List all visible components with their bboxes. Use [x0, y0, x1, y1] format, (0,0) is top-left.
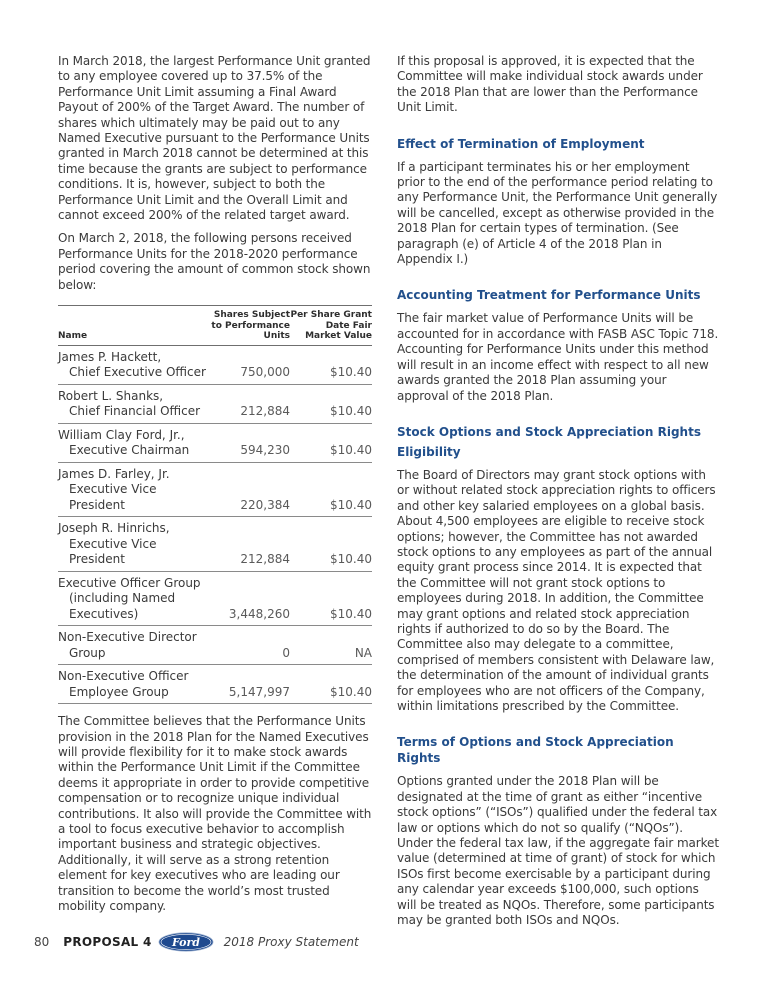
row-shares: 3,448,260	[208, 571, 290, 626]
table-row	[58, 462, 372, 517]
header-name: Name	[58, 306, 208, 346]
table-row	[58, 384, 372, 423]
page-number: 80	[34, 935, 50, 949]
table-row	[58, 345, 372, 384]
row-value: $10.40	[290, 462, 372, 517]
row-name: James P. Hackett, Chief Executive Officer	[58, 345, 208, 384]
performance-units-table	[58, 305, 372, 704]
row-name: Robert L. Shanks, Chief Financial Officer	[58, 384, 208, 423]
committee-rationale-paragraph: The Committee believes that the Performance Units provision in the 2018 Plan for the Named Executives will provide flexibility for it to make stock awards within the Performance Unit Limit if the Committee deems it appropriate in order to provide competitive compensation or to recognize unique individual contributions. It also will provide the Committee with a tool to focus executive behavior to accomplish important business and strategic objectives. Additionally, it will serve as a strong retention element for key executives who are leading our transition to become the world’s most trusted mobility company.	[58, 714, 372, 913]
approval-paragraph: If this proposal is approved, it is expected that the Committee will make individual stock awards under the 2018 Plan that are lower than the Performance Unit Limit.	[397, 54, 703, 115]
row-name: Non-Executive Officer Employee Group	[58, 665, 208, 704]
table-row	[58, 571, 372, 626]
page-footer	[34, 932, 359, 952]
heading-terms-of-options: Terms of Options and Stock Appreciation Rights	[397, 735, 674, 766]
header-shares: Shares Subject to Performance Units	[208, 306, 290, 346]
row-value: NA	[290, 626, 372, 665]
row-name: Joseph R. Hinrichs, Executive Vice President	[58, 517, 208, 572]
accounting-paragraph: The fair market value of Performance Units will be accounted for in accordance with FASB ASC Topic 718. Accounting for Performance Units under this method will result in an income effect with respect to all new awards granted the 2018 Plan assuming your approval of the 2018 Plan.	[397, 311, 719, 403]
row-name: James D. Farley, Jr. Executive Vice President	[58, 462, 208, 517]
eligibility-paragraph: The Board of Directors may grant stock options with or without related stock appreciation rights to officers and other key salaried employees on a global basis. About 4,500 employees are eligible to receive stock options; however, the Committee has not awarded stock options to any employees as part of the annual equity grant process since 2014. It is expected that the Committee will not grant stock options to employees during 2018. In addition, the Committee may grant options and related stock appreciation rights if authorized to do so by the Board. The Committee also may delegate to a committee, comprised of members consistent with Delaware law, the determination of the amount of individual grants for employees who are not officers of the Company, within limitations prescribed by the Committee.	[397, 467, 716, 713]
row-value: $10.40	[290, 571, 372, 626]
ford-logo-icon	[158, 932, 214, 952]
section-label: PROPOSAL 4	[63, 935, 152, 949]
table-row	[58, 423, 372, 462]
table-row	[58, 665, 372, 704]
row-shares: 212,884	[208, 517, 290, 572]
row-shares: 5,147,997	[208, 665, 290, 704]
heading-termination: Effect of Termination of Employment	[397, 136, 645, 151]
row-value: $10.40	[290, 517, 372, 572]
row-name: William Clay Ford, Jr., Executive Chairman	[58, 423, 208, 462]
table-row	[58, 626, 372, 665]
row-shares: 212,884	[208, 384, 290, 423]
heading-stock-options: Stock Options and Stock Appreciation Rights	[397, 424, 701, 439]
terms-paragraph: Options granted under the 2018 Plan will be designated at the time of grant as either “incentive stock options” (“ISOs”) qualified under the federal tax law or options which do not so qualify (“NQOs”). Under the federal tax law, if the aggregate fair market value (determined at time of grant) of stock for which ISOs first become exercisable by a participant during any calendar year exceeds $100,000, such options will be treated as NQOs. Therefore, some participants may be granted both ISOs and NQOs.	[397, 774, 719, 928]
row-name: Executive Officer Group (including Named Executives)	[58, 571, 208, 626]
row-shares: 0	[208, 626, 290, 665]
row-shares: 594,230	[208, 423, 290, 462]
termination-paragraph: If a participant terminates his or her employment prior to the end of the performance period relating to any Performance Unit, the Performance Unit generally will be cancelled, except as otherwise provided in the 2018 Plan for certain types of termination. (See paragraph (e) of Article 4 of the 2018 Plan in Appendix I.)	[397, 159, 718, 267]
row-shares: 220,384	[208, 462, 290, 517]
grant-intro-paragraph: On March 2, 2018, the following persons received Performance Units for the 2018-2020 performance period covering the amount of common stock shown below:	[58, 231, 371, 292]
intro-paragraph: In March 2018, the largest Performance Unit granted to any employee covered up to 37.5% of the Performance Unit Limit assuming a Final Award Payout of 200% of the Target Award. The number of shares which ultimately may be paid out to any Named Executive pursuant to the Performance Units granted in March 2018 cannot be determined at this time because the grants are subject to performance conditions. It is, however, subject to both the Performance Unit Limit and the Overall Limit and cannot exceed 200% of the related target award.	[58, 54, 371, 223]
row-value: $10.40	[290, 345, 372, 384]
heading-eligibility: Eligibility	[397, 444, 461, 459]
table-header-row	[58, 306, 372, 346]
header-value: Per Share Grant Date Fair Market Value	[290, 306, 372, 346]
svg-text:Ford: Ford	[171, 935, 200, 949]
row-value: $10.40	[290, 423, 372, 462]
row-shares: 750,000	[208, 345, 290, 384]
row-value: $10.40	[290, 384, 372, 423]
row-name: Non-Executive Director Group	[58, 626, 208, 665]
right-column	[397, 54, 719, 936]
table-row	[58, 517, 372, 572]
heading-accounting: Accounting Treatment for Performance Units	[397, 288, 701, 303]
row-value: $10.40	[290, 665, 372, 704]
document-title: 2018 Proxy Statement	[223, 935, 359, 949]
left-column	[58, 54, 380, 922]
